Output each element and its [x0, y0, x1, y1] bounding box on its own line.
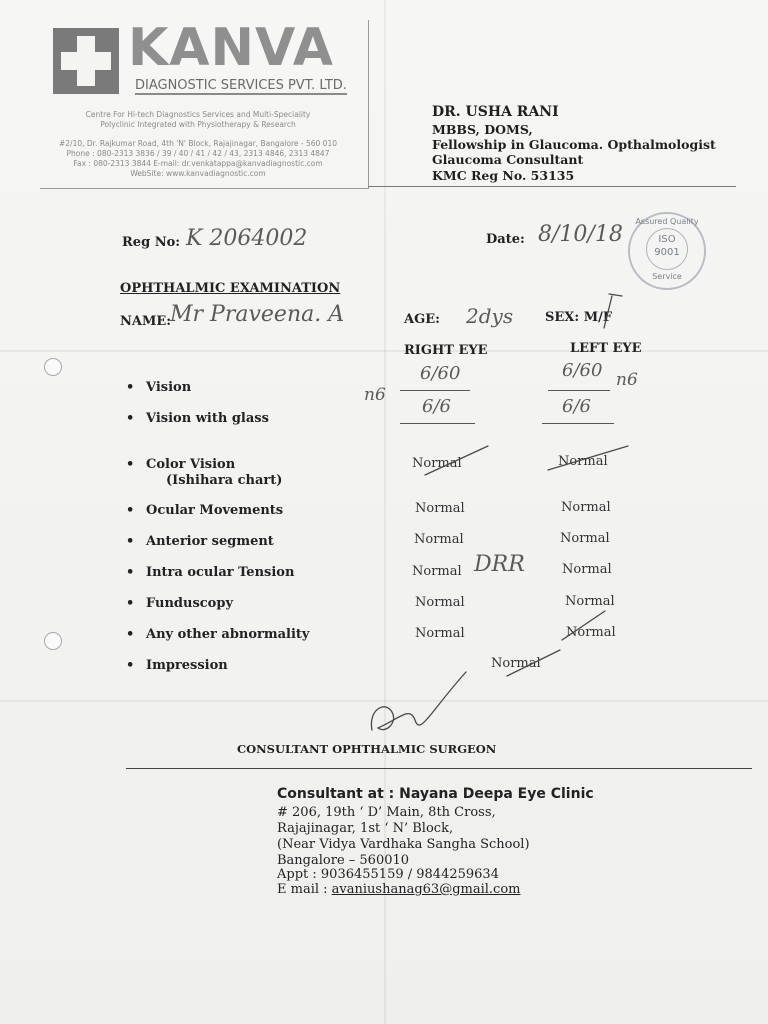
other-abnormality-right: Normal: [415, 626, 465, 641]
funduscopy-left: Normal: [565, 594, 615, 609]
stamp-iso: ISO: [658, 234, 676, 245]
age-value: 2dys: [466, 304, 514, 328]
glass-left: 6/6: [562, 396, 591, 417]
reg-label: Reg No:: [122, 235, 181, 250]
strike-color-vision-left: [548, 446, 628, 470]
signature-caption: CONSULTANT OPHTHALMIC SURGEON: [237, 742, 497, 756]
sex-label: SEX: M/F: [545, 310, 613, 325]
date-label: Date:: [486, 232, 525, 247]
letterhead-phone: Phone : 080-2313 3836 / 39 / 40 / 41 / 42 / 43, 2313 4846, 2313 4847: [66, 149, 330, 158]
letterhead-fax-email: Fax : 080-2313 3844 E-mail: dr.venkatappa@kanvadiagnostic.com: [73, 159, 323, 168]
ocular-movements-right: Normal: [415, 501, 465, 516]
strike-other-abnormality-left: [562, 611, 605, 640]
anterior-segment-left: Normal: [560, 531, 610, 546]
strike-color-vision-right: [425, 446, 488, 475]
brand-name: KANVA: [128, 18, 335, 78]
item-vision-glass: • Vision with glass: [146, 411, 269, 426]
item-other-abnormality: • Any other abnormality: [146, 627, 310, 642]
item-color-vision: • Color Vision: [146, 457, 235, 472]
other-abnormality-left: Normal: [566, 625, 616, 640]
item-color-vision-sub: (Ishihara chart): [166, 473, 283, 488]
strike-impression: [507, 650, 560, 676]
exam-title: OPHTHALMIC EXAMINATION: [120, 281, 341, 296]
date-value: 8/10/18: [538, 222, 623, 247]
email-label: E mail :: [277, 882, 332, 897]
email-link[interactable]: avaniushanag63@gmail.com: [331, 882, 521, 897]
stamp-bottom-text: Service: [652, 272, 682, 281]
punch-hole: [44, 358, 62, 376]
item-vision: • Vision: [146, 380, 191, 395]
vision-right: 6/60: [420, 363, 461, 384]
footer-divider: [126, 768, 752, 769]
consultant-heading: Consultant at : Nayana Deepa Eye Clinic: [277, 786, 594, 802]
color-vision-left: Normal: [558, 454, 608, 469]
name-value: Mr Praveena. A: [170, 302, 345, 327]
punch-hole: [44, 632, 62, 650]
doctor-name: DR. USHA RANI: [432, 104, 559, 120]
vision-left: 6/60: [562, 360, 603, 381]
stamp-top-text: Assured Quality: [635, 217, 699, 226]
tagline-1: Centre For Hi-tech Diagnostics Services and Multi-Speciality: [85, 110, 311, 119]
glass-right: 6/6: [422, 396, 451, 417]
doctor-kmc: KMC Reg No. 53135: [432, 168, 575, 183]
item-impression: • Impression: [146, 658, 228, 673]
tagline-2: Polyclinic Integrated with Physiotherapy & Research: [100, 120, 296, 129]
left-eye-header: LEFT EYE: [570, 341, 642, 356]
consultant-appt: Appt : 9036455159 / 9844259634: [277, 867, 499, 882]
doctor-role: Glaucoma Consultant: [432, 152, 584, 167]
funduscopy-right: Normal: [415, 595, 465, 610]
vision-left-note: n6: [616, 370, 638, 390]
letterhead-website: WebSite: www.kanvadiagnostic.com: [130, 169, 266, 178]
doctor-signature: [371, 672, 466, 730]
doctor-fellowship: Fellowship in Glaucoma. Opthalmologist: [432, 137, 716, 152]
color-vision-right: Normal: [412, 456, 462, 471]
right-eye-header: RIGHT EYE: [404, 343, 488, 358]
impression-value: Normal: [491, 656, 541, 671]
brand-subtitle: DIAGNOSTIC SERVICES PVT. LTD.: [135, 78, 347, 93]
item-funduscopy: • Funduscopy: [146, 596, 233, 611]
consultant-address-1: # 206, 19th ‘ D’ Main, 8th Cross,: [277, 805, 496, 820]
item-anterior-segment: • Anterior segment: [146, 534, 274, 549]
vision-right-note: n6: [364, 385, 386, 405]
anterior-segment-right: Normal: [414, 532, 464, 547]
consultant-address-4: Bangalore – 560010: [277, 853, 410, 868]
name-label: NAME:: [120, 314, 172, 329]
item-intra-ocular: • Intra ocular Tension: [146, 565, 294, 580]
consultant-address-3: (Near Vidya Vardhaka Sangha School): [277, 837, 530, 852]
doctor-degrees: MBBS, DOMS,: [432, 122, 533, 137]
sex-strike-mark: [604, 294, 622, 328]
consultant-email-row: [277, 882, 520, 897]
reg-value: K 2064002: [186, 226, 308, 251]
intra-ocular-note: DRR: [474, 552, 525, 577]
item-ocular-movements: • Ocular Movements: [146, 503, 283, 518]
intra-ocular-right: Normal: [412, 564, 462, 579]
age-label: AGE:: [404, 312, 440, 327]
letterhead-address: #2/10, Dr. Rajkumar Road, 4th 'N' Block, Rajajinagar, Bangalore - 560 010: [59, 139, 337, 148]
ocular-movements-left: Normal: [561, 500, 611, 515]
stamp-number: 9001: [654, 247, 680, 258]
consultant-address-2: Rajajinagar, 1st ‘ N’ Block,: [277, 821, 454, 836]
intra-ocular-left: Normal: [562, 562, 612, 577]
